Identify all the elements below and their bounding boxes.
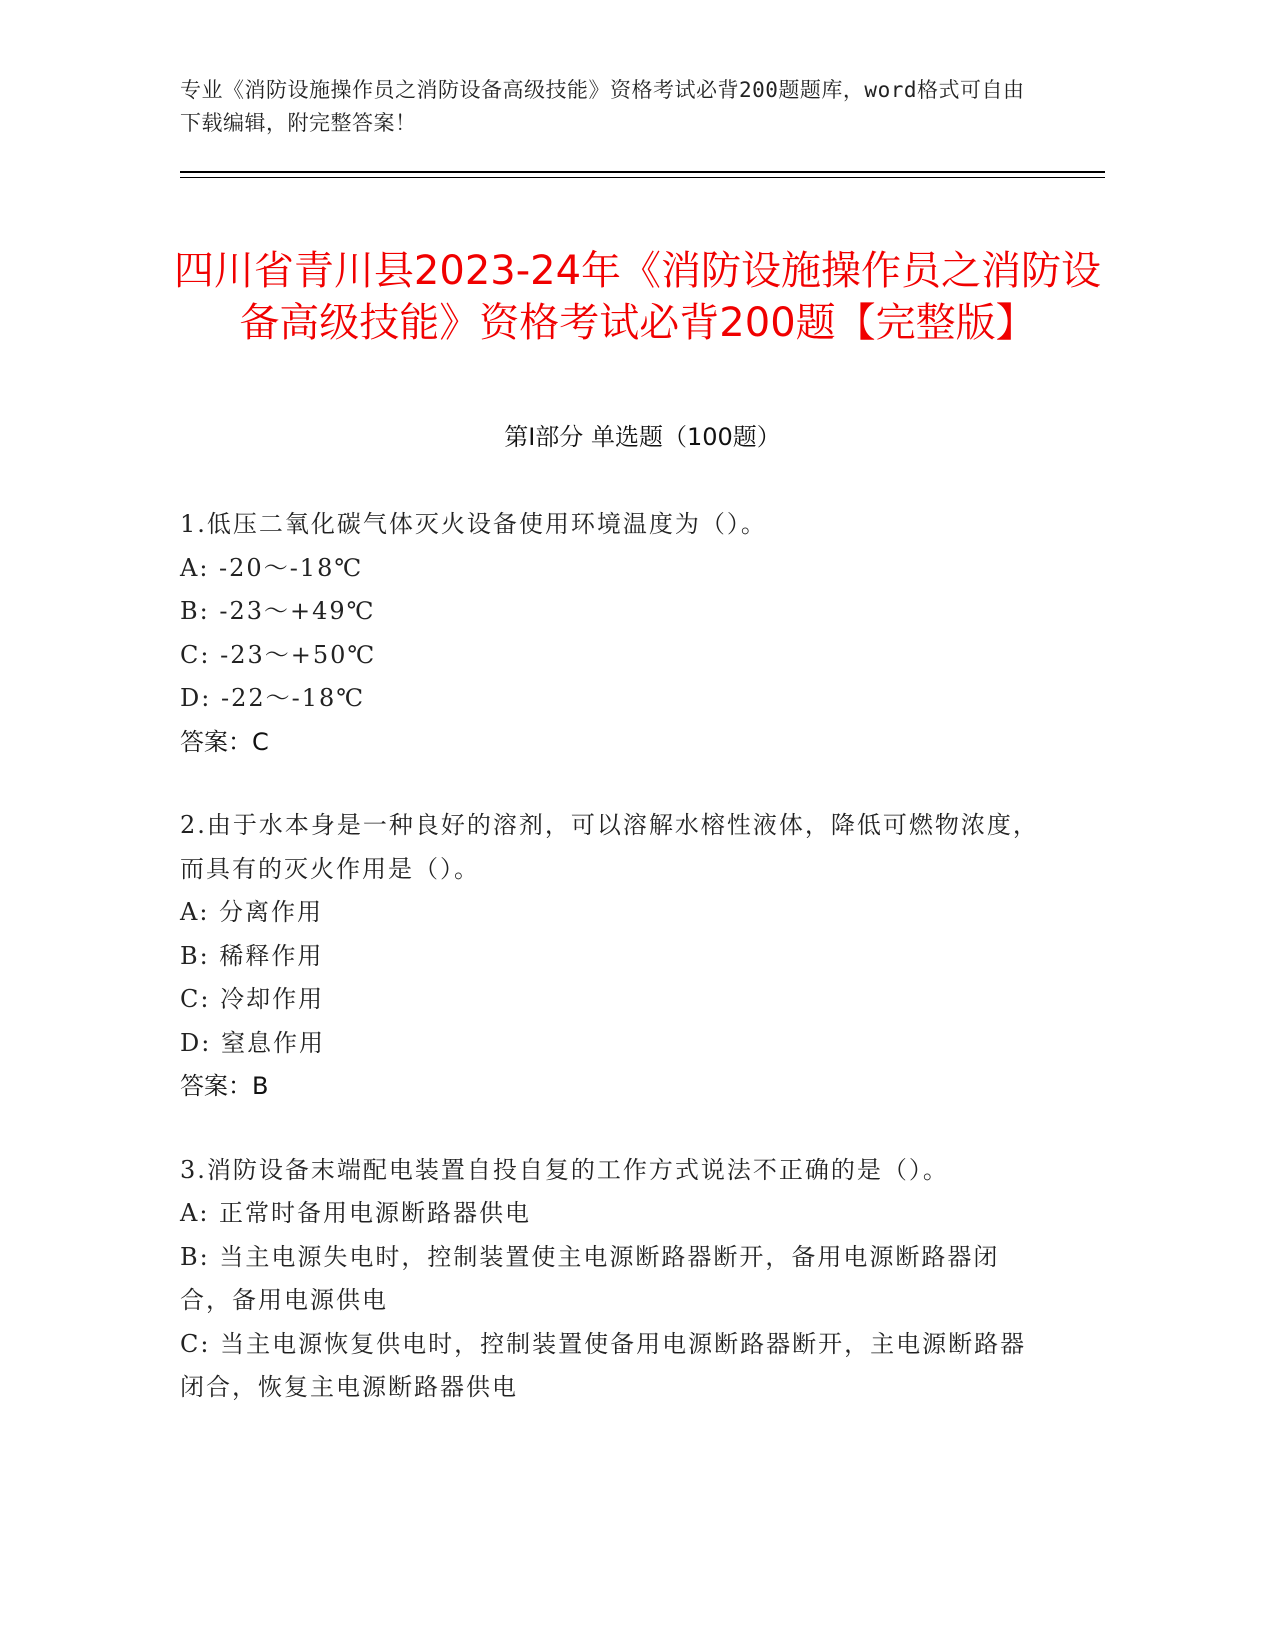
option-d: D: -22～-18℃	[180, 684, 366, 712]
option-b: B: 当主电源失电时，控制装置使主电源断路器断开，备用电源断路器闭合，备用电源供电	[180, 1242, 1000, 1314]
answer: 答案：B	[180, 1072, 269, 1100]
option-b: B: -23～+49℃	[180, 597, 376, 625]
header-note: 专业《消防设施操作员之消防设备高级技能》资格考试必背200题题库，word格式可自由下载编辑，附完整答案！	[180, 78, 1025, 135]
option-b: B: 稀释作用	[180, 941, 324, 970]
option-a: A: 正常时备用电源断路器供电	[180, 1199, 532, 1227]
question-2	[180, 804, 1040, 1109]
section-heading: 第Ⅰ部分 单选题（100题）	[504, 423, 781, 451]
header-rule-thin	[180, 177, 1105, 178]
question-stem: 1.低压二氧化碳气体灭火设备使用环境温度为（）。	[180, 510, 767, 538]
question-list	[180, 503, 1040, 1450]
question-1	[180, 503, 1040, 764]
question-stem: 2.由于水本身是一种良好的溶剂，可以溶解水榕性液体，降低可燃物浓度，而具有的灭火作用是（）。	[180, 811, 1039, 883]
answer: 答案：C	[180, 727, 269, 756]
header-rule-thick	[180, 171, 1105, 173]
option-c: C: 当主电源恢复供电时，控制装置使备用电源断路器断开，主电源断路器闭合，恢复主电源断路器供电	[180, 1329, 1027, 1401]
option-c: C: -23～+50℃	[180, 640, 377, 669]
option-c: C: 冷却作用	[180, 985, 325, 1013]
question-3	[180, 1149, 1040, 1410]
option-a: A: -20～-18℃	[180, 553, 364, 582]
option-a: A: 分离作用	[180, 898, 324, 926]
option-d: D: 窒息作用	[180, 1028, 325, 1057]
question-stem: 3.消防设备末端配电装置自投自复的工作方式说法不正确的是（）。	[180, 1155, 949, 1184]
document-title: 四川省青川县2023-24年《消防设施操作员之消防设备高级技能》资格考试必背200题【完整版】	[173, 247, 1102, 346]
